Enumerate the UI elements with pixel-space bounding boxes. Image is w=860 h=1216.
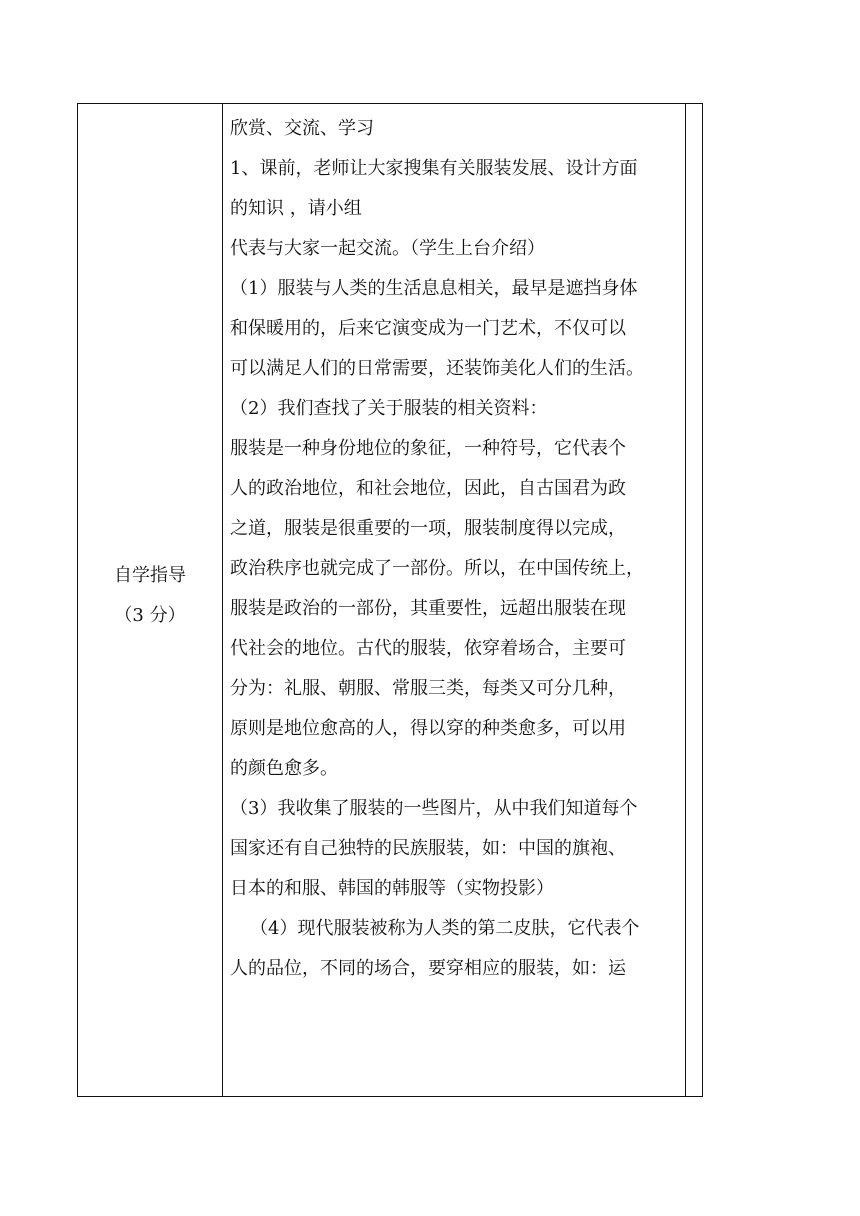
content-line: （1）服装与人类的生活息息相关，最早是遮挡身体 <box>230 278 638 299</box>
content-line: 的颜色愈多。 <box>230 758 338 779</box>
content-line: 和保暖用的，后来它演变成为一门艺术，不仅可以 <box>230 318 626 339</box>
content-line: 政治秩序也就完成了一部份。所以，在中国传统上， <box>230 558 644 579</box>
lesson-table <box>77 103 703 1097</box>
content-line: （3）我收集了服装的一些图片，从中我们知道每个 <box>230 798 638 819</box>
content-cell <box>230 109 682 989</box>
content-line: 之道，服装是很重要的一项，服装制度得以完成， <box>230 518 626 539</box>
content-line: 分为：礼服、朝服、常服三类，每类又可分几种， <box>230 678 626 699</box>
content-line: 原则是地位愈高的人，得以穿的种类愈多，可以用 <box>230 718 626 739</box>
content-line: 代社会的地位。古代的服装，依穿着场合，主要可 <box>230 638 626 659</box>
content-line: （2）我们查找了关于服装的相关资料： <box>230 398 548 419</box>
content-line: 欣赏、交流、学习 <box>230 118 374 139</box>
content-line: 国家还有自己独特的民族服装，如：中国的旗袍、 <box>230 838 626 859</box>
section-score: （3 分） <box>114 605 186 626</box>
content-line: 服装是政治的一部份，其重要性，远超出服装在现 <box>230 598 626 619</box>
content-line: 的知识 ，请小组 <box>230 198 362 219</box>
content-line: （4）现代服装被称为人类的第二皮肤，它代表个 <box>250 918 640 939</box>
column-divider-1 <box>222 104 223 1096</box>
content-line: 人的政治地位，和社会地位，因此，自古国君为政 <box>230 478 626 499</box>
content-line: 人的品位，不同的场合，要穿相应的服装，如：运 <box>230 958 626 979</box>
content-line: 服装是一种身份地位的象征，一种符号，它代表个 <box>230 438 626 459</box>
content-line: 日本的和服、韩国的韩服等（实物投影） <box>230 878 554 899</box>
column-divider-2 <box>685 104 686 1096</box>
section-title: 自学指导 <box>114 565 186 586</box>
content-line: 代表与大家一起交流。（学生上台介绍） <box>230 238 545 259</box>
section-label-cell <box>78 556 222 636</box>
content-line: 可以满足人们的日常需要，还装饰美化人们的生活。 <box>230 358 644 379</box>
content-line: 1、课前，老师让大家搜集有关服装发展、设计方面 <box>230 158 638 179</box>
